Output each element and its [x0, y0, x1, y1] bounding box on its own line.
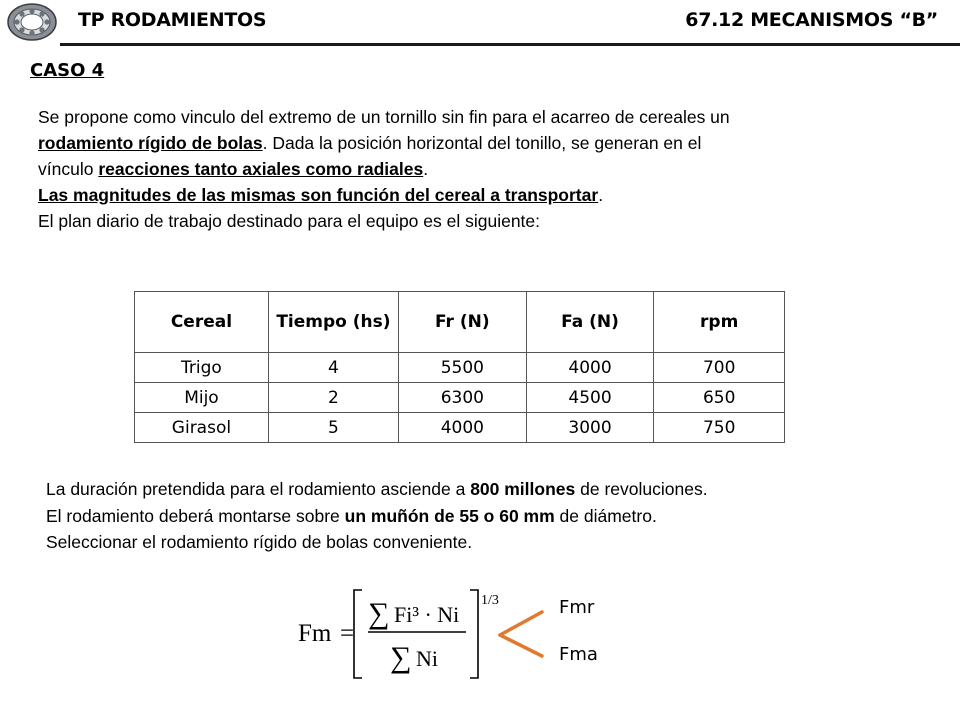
fma-label: Fma — [559, 644, 598, 665]
work-plan-table — [134, 291, 785, 443]
closing-line-1-post: de revoluciones. — [575, 479, 708, 499]
table-cell: Girasol — [135, 413, 269, 443]
table-cell: 750 — [654, 413, 785, 443]
formula-numerator: Fi³ · Ni — [394, 602, 460, 627]
intro-line-3-pre: vínculo — [38, 159, 99, 179]
header-divider — [60, 43, 960, 46]
column-header-time: Tiempo (hs) — [268, 292, 398, 353]
column-header-fa: Fa (N) — [526, 292, 654, 353]
header-left-title: TP RODAMIENTOS — [78, 9, 267, 31]
left-bracket — [354, 590, 362, 678]
table-cell: 4000 — [398, 413, 526, 443]
journal-emphasis: un muñón de 55 o 60 mm — [344, 505, 555, 526]
table-cell: 650 — [654, 383, 785, 413]
fmr-label: Fmr — [559, 597, 595, 618]
formula-denominator: Ni — [416, 646, 438, 671]
right-bracket — [470, 590, 478, 678]
intro-line-1: Se propone como vinculo del extremo de un tornillo sin fin para el acarreo de cereales un — [38, 107, 730, 127]
header-right-title: 67.12 MECANISMOS “B” — [685, 9, 938, 31]
table-cell: 4000 — [526, 353, 654, 383]
column-header-cereal: Cereal — [135, 292, 269, 353]
formula-exponent: 1/3 — [481, 593, 499, 608]
column-header-fr: Fr (N) — [398, 292, 526, 353]
bearing-type-emphasis: rodamiento rígido de bolas — [38, 133, 263, 153]
sum-symbol-top: ∑ — [368, 597, 390, 630]
formula-equals: = — [340, 620, 355, 647]
formula-lhs: Fm — [298, 620, 332, 647]
header — [0, 0, 960, 46]
intro-line-2-rest: . Dada la posición horizontal del tonillo, se generan en el — [262, 133, 702, 153]
table-row — [135, 413, 785, 443]
table-cell: 700 — [654, 353, 785, 383]
closing-line-2 — [46, 503, 926, 530]
table-header-row — [135, 292, 785, 353]
table-cell: 5 — [268, 413, 398, 443]
table-cell: 6300 — [398, 383, 526, 413]
intro-line-2 — [38, 130, 918, 156]
intro-line-3 — [38, 156, 918, 182]
intro-line-4-post: . — [598, 185, 604, 205]
table-cell: 4500 — [526, 383, 654, 413]
intro-line-4 — [38, 182, 918, 208]
table-cell: 3000 — [526, 413, 654, 443]
sum-symbol-bottom: ∑ — [390, 641, 412, 674]
life-emphasis: 800 millones — [470, 479, 576, 499]
column-header-rpm: rpm — [654, 292, 785, 353]
table-cell: 2 — [268, 383, 398, 413]
closing-paragraph — [46, 476, 926, 556]
mean-load-formula — [290, 580, 620, 690]
table-row — [135, 353, 785, 383]
case-title: CASO 4 — [30, 60, 105, 81]
arrow-to-fmr — [500, 612, 542, 635]
intro-line-5: El plan diario de trabajo destinado para el equipo es el siguiente: — [38, 211, 541, 231]
closing-line-3: Seleccionar el rodamiento rígido de bolas conveniente. — [46, 532, 473, 552]
table-cell: 5500 — [398, 353, 526, 383]
bearing-logo-icon — [6, 2, 58, 42]
table-cell: Trigo — [135, 353, 269, 383]
closing-line-1 — [46, 476, 926, 503]
table-row — [135, 383, 785, 413]
closing-line-1-pre: La duración pretendida para el rodamiento asciende a — [46, 479, 471, 499]
table-cell: Mijo — [135, 383, 269, 413]
closing-line-2-post: de diámetro. — [554, 505, 657, 526]
reactions-emphasis: reacciones tanto axiales como radiales — [98, 159, 424, 179]
closing-line-2-pre: El rodamiento deberá montarse sobre — [46, 505, 345, 526]
magnitudes-emphasis: Las magnitudes de las mismas son función del cereal a transportar — [38, 185, 599, 205]
arrow-to-fma — [500, 635, 542, 656]
intro-line-3-post: . — [423, 159, 429, 179]
table-cell: 4 — [268, 353, 398, 383]
intro-paragraph — [38, 104, 918, 234]
